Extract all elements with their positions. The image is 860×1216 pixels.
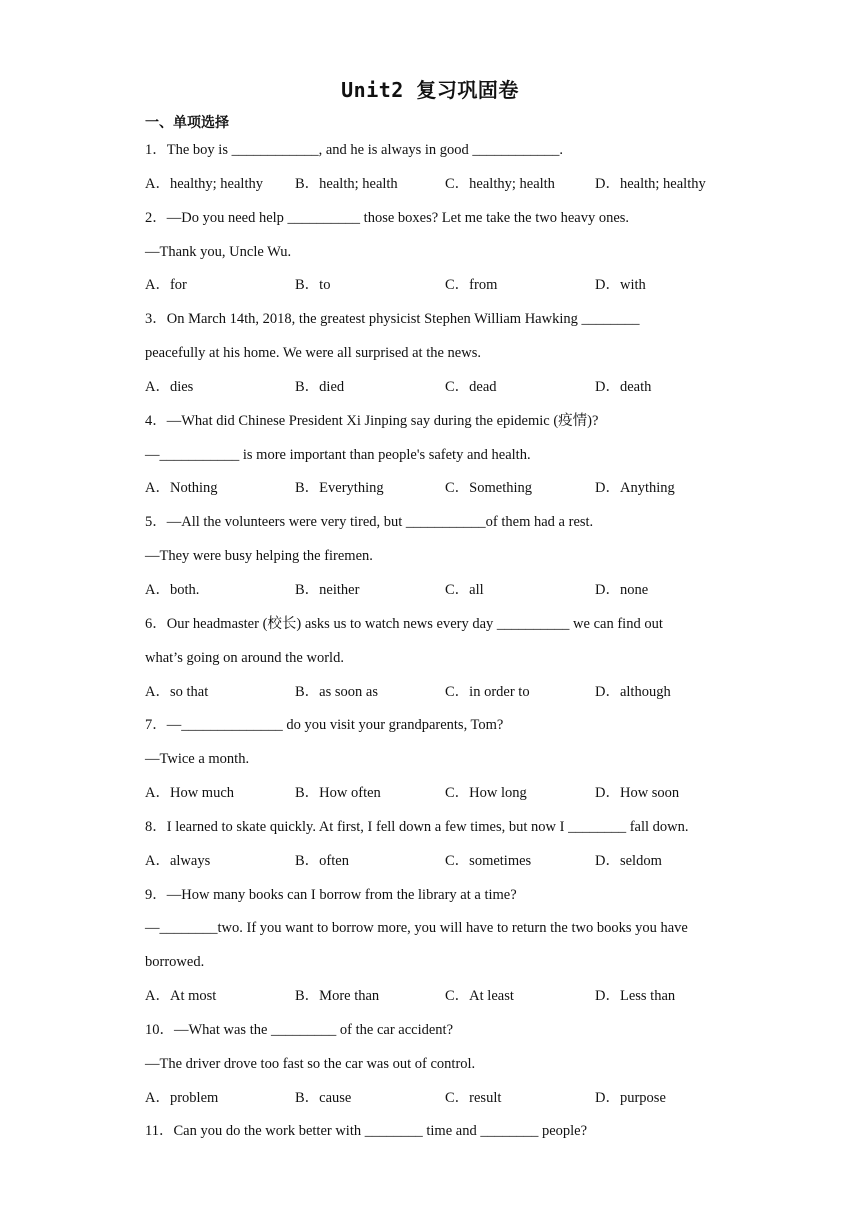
option-a: A．always [145,852,211,869]
question-4 [145,409,725,511]
option-a: A．both. [145,581,200,598]
question-6 [145,612,725,714]
question-8 [145,815,725,883]
option-d: D．Less than [595,988,676,1005]
option-c: C．sometimes [445,852,532,869]
question-9 [145,883,725,1018]
question-2 [145,206,725,308]
question-stem: 1．The boy is ____________, and he is always in good ____________. [145,142,564,158]
question-stem: 8．I learned to skate quickly. At first, I fell down a few times, but now I ________ fall down. [145,818,689,835]
question-3 [145,307,725,409]
question-list [145,138,725,1153]
answer-options [145,849,725,883]
answer-options [145,680,725,714]
question-stem: 7．—______________ do you visit your grandparents, Tom? [145,717,504,734]
option-c: C．all [445,581,484,598]
question-10 [145,1018,725,1120]
option-b: B．Everything [295,480,384,497]
option-a: A．Nothing [145,480,218,497]
option-c: C．result [445,1089,502,1106]
option-a: A．dies [145,378,194,395]
option-a: A．so that [145,683,209,700]
option-a: A．for [145,277,187,294]
question-stem: 9．—How many books can I borrow from the library at a time? [145,886,517,903]
option-b: B．died [295,378,345,395]
option-c: C．How long [445,785,527,802]
option-a: A．healthy; healthy [145,175,263,192]
question-line: peacefully at his home. We were all surprised at the news. [145,345,481,362]
question-line: —They were busy helping the firemen. [145,548,373,565]
option-d: D．death [595,378,652,395]
answer-options [145,273,725,307]
option-b: B．to [295,277,331,294]
option-d: D．none [595,581,649,598]
question-line: —Twice a month. [145,751,250,768]
page-title: Unit2 复习巩固卷 [341,78,519,102]
option-d: D．purpose [595,1089,666,1106]
question-7 [145,713,725,815]
option-c: C．in order to [445,683,530,700]
option-b: B．health; health [295,175,398,192]
option-b: B．often [295,852,349,869]
answer-options [145,1086,725,1120]
answer-options [145,578,725,612]
option-d: D．although [595,683,671,700]
question-line: what’s going on around the world. [145,649,344,666]
option-c: C．dead [445,378,497,395]
section-heading: 一、单项选择 [145,115,229,131]
option-b: B．neither [295,581,360,598]
answer-options [145,172,725,206]
question-11 [145,1119,725,1153]
question-line: —Thank you, Uncle Wu. [145,243,292,260]
question-line: borrowed. [145,954,205,971]
question-line: ―The driver drove too fast so the car was out of control. [145,1055,476,1072]
answer-options [145,781,725,815]
question-stem: 11．Can you do the work better with ________ time and ________ people? [145,1123,588,1140]
option-c: C．from [445,277,498,294]
answer-options [145,984,725,1018]
question-stem: 10．—What was the _________ of the car accident? [145,1021,454,1038]
question-line: —___________ is more important than people's safety and health. [145,446,531,463]
answer-options [145,375,725,409]
option-d: D．health; healthy [595,175,706,192]
question-stem: 4．—What did Chinese President Xi Jinping say during the epidemic (疫情)? [145,412,599,429]
question-stem: 5．—All the volunteers were very tired, but ___________of them had a rest. [145,514,594,531]
question-stem: 3．On March 14th, 2018, the greatest physicist Stephen William Hawking ________ [145,311,640,328]
answer-options [145,476,725,510]
option-d: D．with [595,277,646,294]
option-d: D．Anything [595,480,675,497]
question-stem: 2．—Do you need help __________ those boxes? Let me take the two heavy ones. [145,209,630,226]
option-d: D．seldom [595,852,662,869]
option-a: A．How much [145,785,235,802]
option-c: C．At least [445,988,514,1005]
option-a: A．At most [145,988,217,1005]
option-a: A．problem [145,1089,219,1106]
option-c: C．healthy; health [445,175,555,192]
question-1 [145,138,725,206]
question-line: —________two. If you want to borrow more, you will have to return the two books you have [145,920,688,937]
option-d: D．How soon [595,785,680,802]
option-b: B．How often [295,785,381,802]
question-stem: 6．Our headmaster (校长) asks us to watch news every day __________ we can find out [145,615,663,632]
option-b: B．More than [295,988,380,1005]
option-b: B．cause [295,1089,352,1106]
option-b: B．as soon as [295,683,378,700]
question-5 [145,510,725,612]
option-c: C．Something [445,480,533,497]
